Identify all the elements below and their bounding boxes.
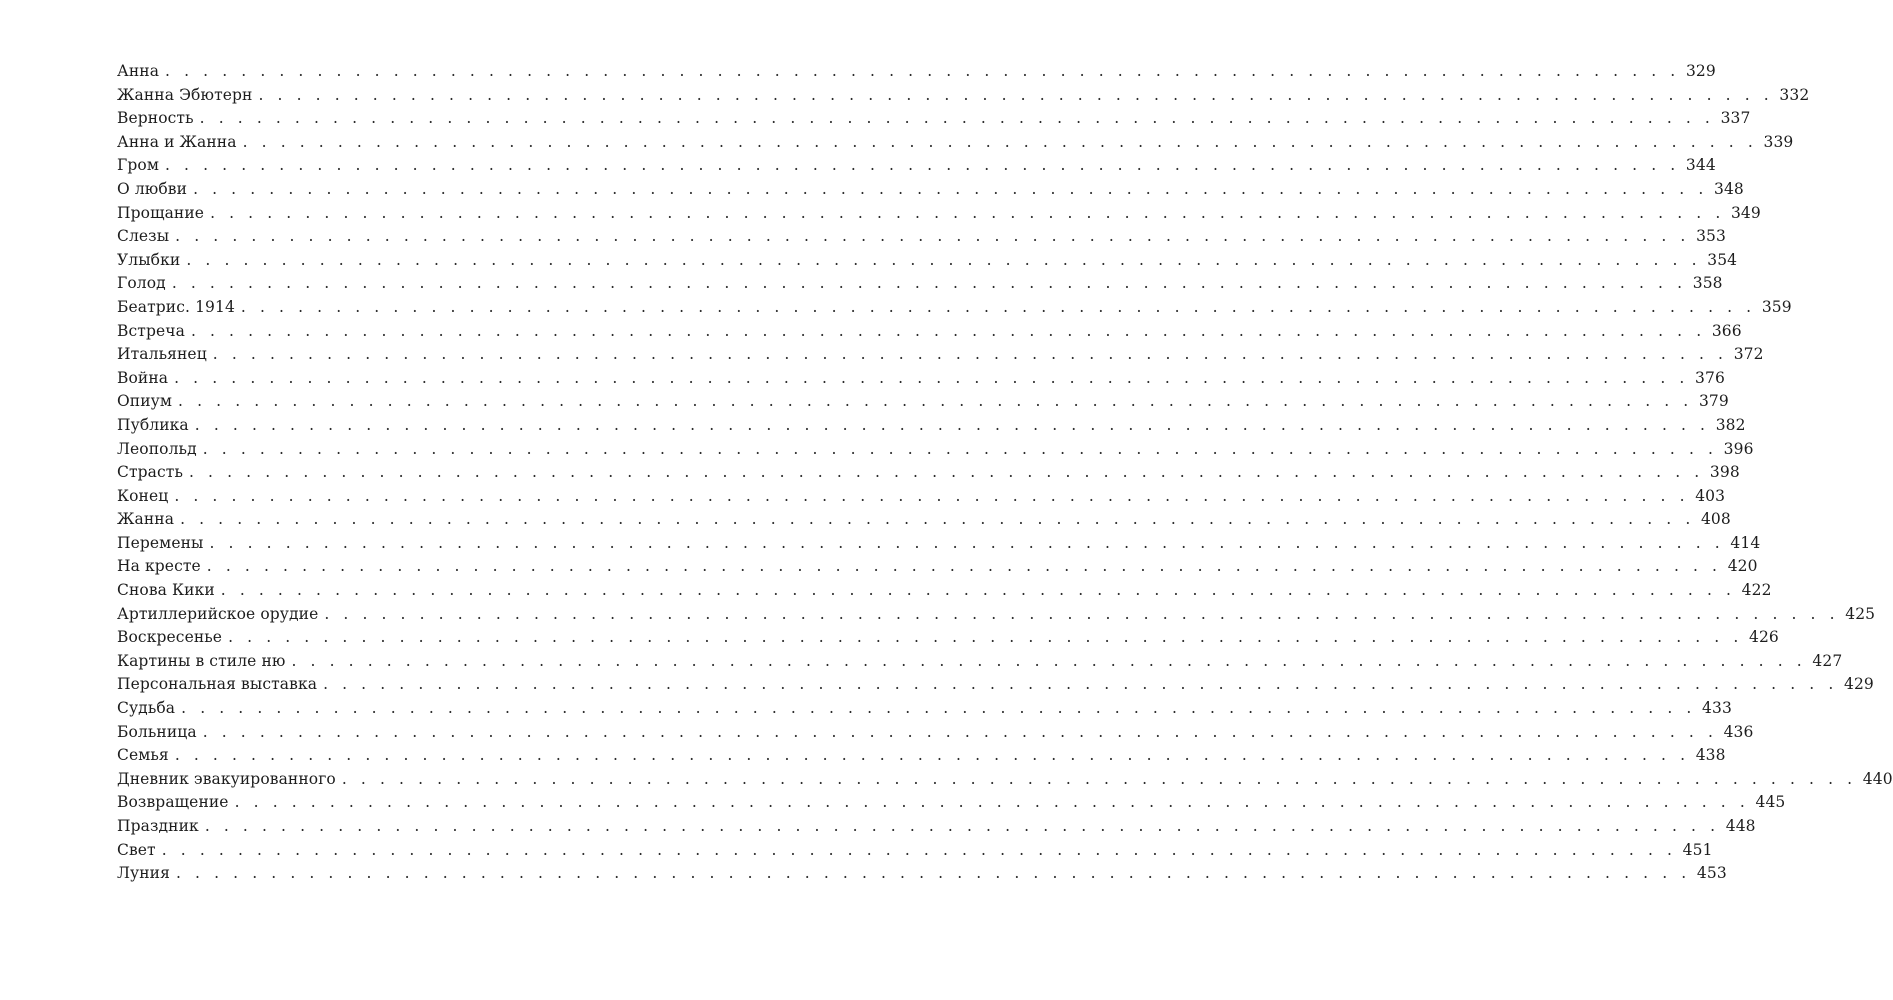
toc-dot-leader: . . . . . . . . . . . . . . . . . . . . . . . . . . . . . . . . . . . . . . . . . . . . . . . . . . . . . . . . . . . . . . . . . . . . . . . . . . . . . . . . [323, 675, 1838, 694]
toc-dot-leader: . . . . . . . . . . . . . . . . . . . . . . . . . . . . . . . . . . . . . . . . . . . . . . . . . . . . . . . . . . . . . . . . . . . . . . . . . . . . . . . . [193, 179, 1708, 198]
toc-entry-title: Картины в стиле ню [117, 651, 286, 670]
toc-entry-page-number: 438 [1695, 746, 1726, 765]
toc-entry[interactable] [117, 367, 1725, 391]
toc-entry[interactable] [117, 461, 1740, 485]
toc-dot-leader: . . . . . . . . . . . . . . . . . . . . . . . . . . . . . . . . . . . . . . . . . . . . . . . . . . . . . . . . . . . . . . . . . . . . . . . . . . . . . . . . [228, 628, 1743, 647]
toc-dot-leader: . . . . . . . . . . . . . . . . . . . . . . . . . . . . . . . . . . . . . . . . . . . . . . . . . . . . . . . . . . . . . . . . . . . . . . . . . . . . . . . . [240, 297, 1756, 316]
toc-entry[interactable] [117, 84, 1810, 108]
toc-entry[interactable] [117, 154, 1716, 178]
toc-entry[interactable] [117, 249, 1738, 273]
toc-entry-page-number: 344 [1685, 156, 1716, 175]
toc-entry-title: Анна [117, 62, 160, 80]
toc-entry[interactable] [117, 650, 1843, 674]
toc-entry[interactable] [117, 815, 1756, 839]
toc-entry-title: Прощание [117, 203, 205, 222]
toc-entry-page-number: 425 [1845, 604, 1876, 623]
toc-entry[interactable] [117, 721, 1754, 745]
toc-entry[interactable] [117, 296, 1792, 320]
toc-entry[interactable] [117, 508, 1731, 532]
toc-entry[interactable] [117, 579, 1772, 603]
toc-entry-page-number: 332 [1779, 85, 1810, 104]
toc-entry[interactable] [117, 697, 1732, 721]
toc-entry-page-number: 433 [1702, 699, 1732, 718]
toc-entry[interactable] [117, 673, 1874, 697]
toc-entry-page-number: 453 [1696, 864, 1727, 883]
toc-dot-leader: . . . . . . . . . . . . . . . . . . . . . . . . . . . . . . . . . . . . . . . . . . . . . . . . . . . . . . . . . . . . . . . . . . . . . . . . . . . . . . . . [165, 62, 1680, 80]
toc-dot-leader: . . . . . . . . . . . . . . . . . . . . . . . . . . . . . . . . . . . . . . . . . . . . . . . . . . . . . . . . . . . . . . . . . . . . . . . . . . . . . . . . [161, 840, 1677, 859]
toc-entry[interactable] [117, 555, 1758, 579]
toc-dot-leader: . . . . . . . . . . . . . . . . . . . . . . . . . . . . . . . . . . . . . . . . . . . . . . . . . . . . . . . . . . . . . . . . . . . . . . . . . . . . . . . . [291, 651, 1807, 670]
toc-entry-page-number: 358 [1692, 274, 1723, 293]
toc-entry-page-number: 445 [1755, 793, 1786, 812]
toc-entry[interactable] [117, 744, 1726, 768]
toc-entry[interactable] [117, 202, 1761, 226]
toc-entry[interactable] [117, 485, 1726, 509]
toc-entry-page-number: 429 [1843, 675, 1874, 694]
toc-entry-title: О любви [117, 179, 188, 198]
toc-dot-leader: . . . . . . . . . . . . . . . . . . . . . . . . . . . . . . . . . . . . . . . . . . . . . . . . . . . . . . . . . . . . . . . . . . . . . . . . . . . . . . . . [171, 274, 1687, 293]
toc-entry-page-number: 339 [1763, 132, 1794, 151]
toc-entry[interactable] [117, 320, 1742, 344]
toc-dot-leader: . . . . . . . . . . . . . . . . . . . . . . . . . . . . . . . . . . . . . . . . . . . . . . . . . . . . . . . . . . . . . . . . . . . . . . . . . . . . . . . . [174, 486, 1690, 505]
toc-entry-title: Больница [117, 722, 197, 741]
toc-dot-leader: . . . . . . . . . . . . . . . . . . . . . . . . . . . . . . . . . . . . . . . . . . . . . . . . . . . . . . . . . . . . . . . . . . . . . . . . . . . . . . . . [220, 581, 1736, 600]
toc-entry-title: Гром [117, 156, 159, 175]
toc-entry-title: Конец [117, 486, 169, 505]
toc-entry-page-number: 366 [1711, 321, 1742, 340]
toc-entry-page-number: 353 [1696, 227, 1726, 246]
toc-entry-page-number: 414 [1730, 533, 1761, 552]
toc-entry[interactable] [117, 626, 1779, 650]
toc-dot-leader: . . . . . . . . . . . . . . . . . . . . . . . . . . . . . . . . . . . . . . . . . . . . . . . . . . . . . . . . . . . . . . . . . . . . . . . . . . . . . . . . [190, 321, 1706, 340]
toc-entry-title: Леопольд [117, 439, 197, 458]
toc-entry-title: На кресте [117, 557, 201, 576]
toc-dot-leader: . . . . . . . . . . . . . . . . . . . . . . . . . . . . . . . . . . . . . . . . . . . . . . . . . . . . . . . . . . . . . . . . . . . . . . . . . . . . . . . . [324, 604, 1840, 623]
toc-entry-title: Перемены [117, 533, 204, 552]
toc-entry[interactable] [117, 839, 1713, 863]
toc-entry-title: Публика [117, 415, 189, 434]
toc-dot-leader: . . . . . . . . . . . . . . . . . . . . . . . . . . . . . . . . . . . . . . . . . . . . . . . . . . . . . . . . . . . . . . . . . . . . . . . . . . . . . . . . [341, 769, 1857, 788]
toc-entry[interactable] [117, 343, 1764, 367]
toc-entry-page-number: 337 [1720, 109, 1751, 128]
toc-entry-page-number: 427 [1812, 651, 1843, 670]
toc-entry-page-number: 372 [1733, 345, 1764, 364]
toc-entry[interactable] [117, 768, 1893, 792]
toc-dot-leader: . . . . . . . . . . . . . . . . . . . . . . . . . . . . . . . . . . . . . . . . . . . . . . . . . . . . . . . . . . . . . . . . . . . . . . . . . . . . . . . . [242, 132, 1758, 151]
toc-entry[interactable] [117, 603, 1876, 627]
toc-entry-page-number: 348 [1713, 179, 1744, 198]
toc-dot-leader: . . . . . . . . . . . . . . . . . . . . . . . . . . . . . . . . . . . . . . . . . . . . . . . . . . . . . . . . . . . . . . . . . . . . . . . . . . . . . . . . [174, 368, 1689, 387]
toc-entry[interactable] [117, 862, 1727, 886]
toc-entry[interactable] [117, 178, 1744, 202]
toc-entry[interactable] [117, 390, 1729, 414]
toc-entry[interactable] [117, 438, 1754, 462]
toc-entry-page-number: 329 [1685, 62, 1716, 80]
toc-entry-title: Семья [117, 746, 169, 765]
toc-entry[interactable] [117, 791, 1786, 815]
toc-dot-leader: . . . . . . . . . . . . . . . . . . . . . . . . . . . . . . . . . . . . . . . . . . . . . . . . . . . . . . . . . . . . . . . . . . . . . . . . . . . . . . . . [178, 392, 1693, 411]
toc-entry-title: Война [117, 368, 169, 387]
toc-entry-title: Слезы [117, 227, 170, 246]
toc-dot-leader: . . . . . . . . . . . . . . . . . . . . . . . . . . . . . . . . . . . . . . . . . . . . . . . . . . . . . . . . . . . . . . . . . . . . . . . . . . . . . . . . [209, 533, 1725, 552]
toc-dot-leader: . . . . . . . . . . . . . . . . . . . . . . . . . . . . . . . . . . . . . . . . . . . . . . . . . . . . . . . . . . . . . . . . . . . . . . . . . . . . . . . . [194, 415, 1710, 434]
toc-dot-leader: . . . . . . . . . . . . . . . . . . . . . . . . . . . . . . . . . . . . . . . . . . . . . . . . . . . . . . . . . . . . . . . . . . . . . . . . . . . . . . . . [212, 345, 1728, 364]
toc-entry[interactable] [117, 60, 1716, 84]
toc-entry-page-number: 420 [1727, 557, 1758, 576]
toc-entry-page-number: 408 [1700, 510, 1731, 529]
toc-entry-title: Голод [117, 274, 166, 293]
toc-entry[interactable] [117, 272, 1723, 296]
toc-entry-title: Жанна [117, 510, 175, 529]
toc-entry-page-number: 422 [1741, 581, 1772, 600]
toc-entry-title: Возвращение [117, 793, 229, 812]
toc-dot-leader: . . . . . . . . . . . . . . . . . . . . . . . . . . . . . . . . . . . . . . . . . . . . . . . . . . . . . . . . . . . . . . . . . . . . . . . . . . . . . . . . [164, 156, 1680, 175]
toc-entry-title: Луния [117, 864, 170, 883]
toc-entry-title: Дневник эвакуированного [117, 769, 336, 788]
toc-entry-page-number: 398 [1709, 463, 1740, 482]
toc-dot-leader: . . . . . . . . . . . . . . . . . . . . . . . . . . . . . . . . . . . . . . . . . . . . . . . . . . . . . . . . . . . . . . . . . . . . . . . . . . . . . . . . [189, 463, 1704, 482]
toc-entry-title: Встреча [117, 321, 185, 340]
toc-entry[interactable] [117, 107, 1751, 131]
toc-entry-title: Страсть [117, 463, 183, 482]
toc-entry-page-number: 376 [1695, 368, 1725, 387]
toc-dot-leader: . . . . . . . . . . . . . . . . . . . . . . . . . . . . . . . . . . . . . . . . . . . . . . . . . . . . . . . . . . . . . . . . . . . . . . . . . . . . . . . . [206, 557, 1722, 576]
table-of-contents [117, 60, 1893, 886]
toc-entry-title: Беатрис. 1914 [117, 297, 235, 316]
toc-entry-page-number: 354 [1707, 250, 1738, 269]
toc-entry-title: Анна и Жанна [117, 132, 237, 151]
toc-entry[interactable] [117, 532, 1761, 556]
toc-dot-leader: . . . . . . . . . . . . . . . . . . . . . . . . . . . . . . . . . . . . . . . . . . . . . . . . . . . . . . . . . . . . . . . . . . . . . . . . . . . . . . . . [175, 227, 1690, 246]
toc-entry-title: Верность [117, 109, 194, 128]
toc-dot-leader: . . . . . . . . . . . . . . . . . . . . . . . . . . . . . . . . . . . . . . . . . . . . . . . . . . . . . . . . . . . . . . . . . . . . . . . . . . . . . . . . [202, 722, 1718, 741]
toc-dot-leader: . . . . . . . . . . . . . . . . . . . . . . . . . . . . . . . . . . . . . . . . . . . . . . . . . . . . . . . . . . . . . . . . . . . . . . . . . . . . . . . . [202, 439, 1718, 458]
toc-entry[interactable] [117, 414, 1746, 438]
toc-entry-title: Итальянец [117, 345, 207, 364]
toc-entry-page-number: 448 [1725, 817, 1756, 835]
toc-entry-title: Артиллерийское орудие [117, 604, 319, 623]
toc-entry-page-number: 396 [1723, 439, 1754, 458]
toc-entry-title: Улыбки [117, 250, 181, 269]
toc-entry-title: Праздник [117, 817, 199, 835]
toc-entry-page-number: 382 [1715, 415, 1746, 434]
toc-dot-leader: . . . . . . . . . . . . . . . . . . . . . . . . . . . . . . . . . . . . . . . . . . . . . . . . . . . . . . . . . . . . . . . . . . . . . . . . . . . . . . . . [210, 203, 1725, 222]
toc-entry[interactable] [117, 225, 1726, 249]
toc-dot-leader: . . . . . . . . . . . . . . . . . . . . . . . . . . . . . . . . . . . . . . . . . . . . . . . . . . . . . . . . . . . . . . . . . . . . . . . . . . . . . . . . [181, 699, 1696, 718]
toc-entry-title: Судьба [117, 699, 176, 718]
toc-dot-leader: . . . . . . . . . . . . . . . . . . . . . . . . . . . . . . . . . . . . . . . . . . . . . . . . . . . . . . . . . . . . . . . . . . . . . . . . . . . . . . . . [199, 109, 1715, 128]
toc-entry-page-number: 451 [1682, 840, 1713, 859]
toc-entry-title: Персональная выставка [117, 675, 318, 694]
toc-entry[interactable] [117, 131, 1794, 155]
toc-entry-title: Опиум [117, 392, 173, 411]
toc-dot-leader: . . . . . . . . . . . . . . . . . . . . . . . . . . . . . . . . . . . . . . . . . . . . . . . . . . . . . . . . . . . . . . . . . . . . . . . . . . . . . . . . [180, 510, 1695, 529]
toc-entry-page-number: 403 [1695, 486, 1726, 505]
toc-entry-page-number: 359 [1761, 297, 1792, 316]
toc-entry-page-number: 349 [1730, 203, 1761, 222]
toc-entry-title: Воскресенье [117, 628, 223, 647]
toc-dot-leader: . . . . . . . . . . . . . . . . . . . . . . . . . . . . . . . . . . . . . . . . . . . . . . . . . . . . . . . . . . . . . . . . . . . . . . . . . . . . . . . . [258, 85, 1774, 104]
toc-entry-page-number: 379 [1698, 392, 1729, 411]
toc-dot-leader: . . . . . . . . . . . . . . . . . . . . . . . . . . . . . . . . . . . . . . . . . . . . . . . . . . . . . . . . . . . . . . . . . . . . . . . . . . . . . . . . [204, 817, 1720, 835]
toc-dot-leader: . . . . . . . . . . . . . . . . . . . . . . . . . . . . . . . . . . . . . . . . . . . . . . . . . . . . . . . . . . . . . . . . . . . . . . . . . . . . . . . . [176, 864, 1691, 883]
toc-entry-page-number: 436 [1723, 722, 1754, 741]
toc-entry-title: Свет [117, 840, 156, 859]
toc-entry-title: Снова Кики [117, 581, 215, 600]
toc-entry-title: Жанна Эбютерн [117, 85, 253, 104]
toc-entry-page-number: 440 [1862, 769, 1893, 788]
toc-entry-page-number: 426 [1749, 628, 1779, 647]
toc-dot-leader: . . . . . . . . . . . . . . . . . . . . . . . . . . . . . . . . . . . . . . . . . . . . . . . . . . . . . . . . . . . . . . . . . . . . . . . . . . . . . . . . [186, 250, 1702, 269]
toc-dot-leader: . . . . . . . . . . . . . . . . . . . . . . . . . . . . . . . . . . . . . . . . . . . . . . . . . . . . . . . . . . . . . . . . . . . . . . . . . . . . . . . . [234, 793, 1750, 812]
toc-dot-leader: . . . . . . . . . . . . . . . . . . . . . . . . . . . . . . . . . . . . . . . . . . . . . . . . . . . . . . . . . . . . . . . . . . . . . . . . . . . . . . . . [174, 746, 1690, 765]
